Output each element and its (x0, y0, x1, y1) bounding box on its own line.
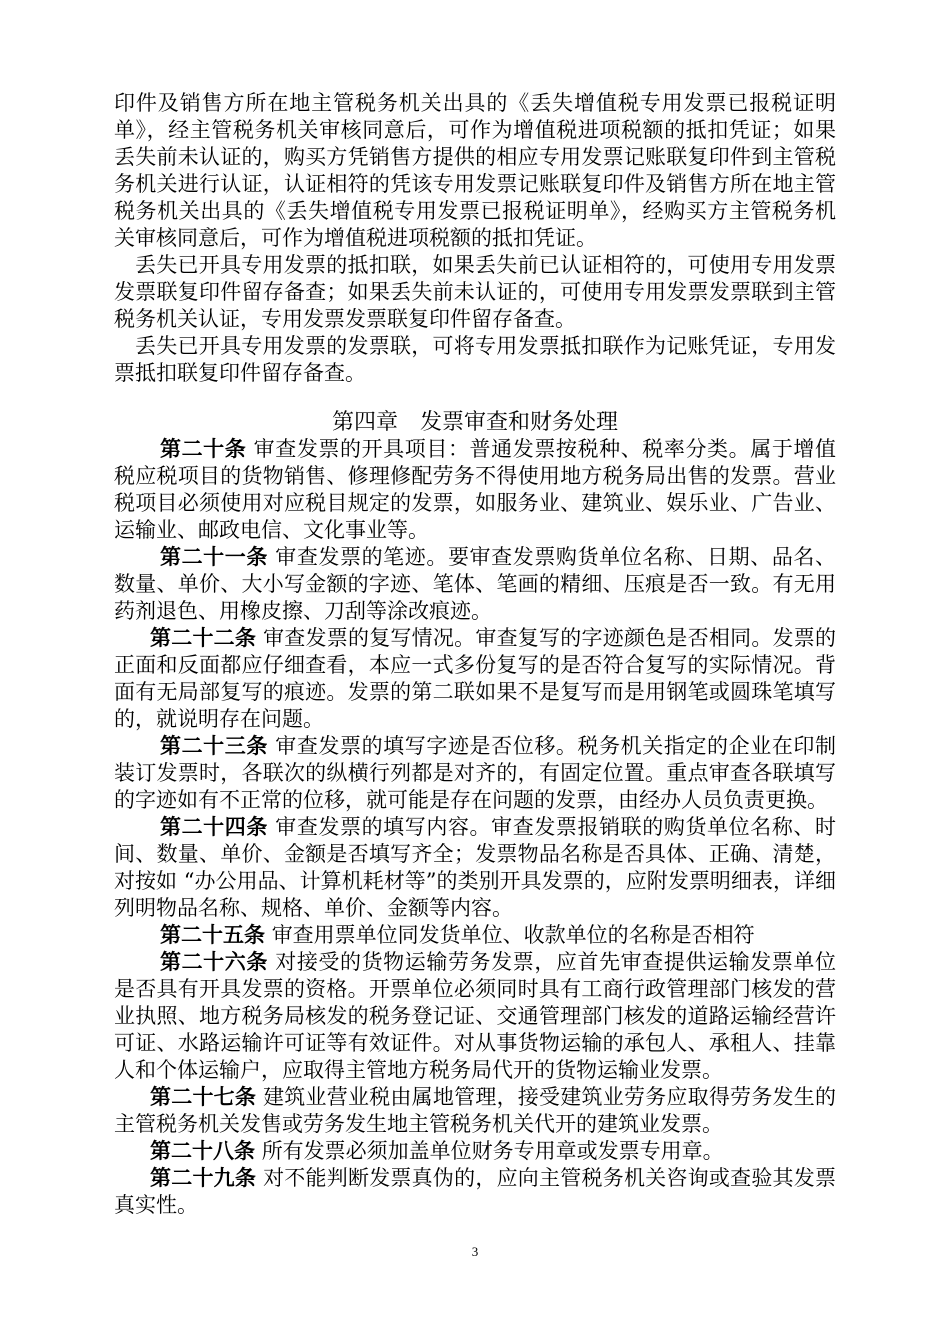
intro-paragraph-continuation: 印件及销售方所在地主管税务机关出具的《丢失增值税专用发票已报税证明单》，经主管税务机关审核同意后，可作为增值税进项税额的抵扣凭证；如果丢失前未认证的，购买方凭销售方提供的相应专用发票记账联复印件到主管税务机关进行认证，认证相符的凭该专用发票记账联复印件及销售方所在地主管税务机关出具的《丢失增值税专用发票已报税证明单》，经购买方主管税务机关审核同意后，可作为增值税进项税额的抵扣凭证。 (114, 91, 836, 250)
article-label: 第二十四条 (160, 815, 268, 839)
article-label: 第二十三条 (160, 734, 268, 758)
document-page (114, 90, 836, 1219)
article-text: 审查发票的填写内容。审查发票报销联的购货单位名称、时间、数量、单价、金额是否填写齐全；发票物品名称是否具体、正确、清楚，对按如 “办公用品、计算机耗材等”的类别开具发票的，应附发票明细表，详细列明物品名称、规格、单价、金额等内容。 (114, 815, 837, 920)
article-text: 建筑业营业税由属地管理，接受建筑业劳务应取得劳务发生的主管税务机关发售或劳务发生地主管税务机关代开的建筑业发票。 (114, 1085, 837, 1136)
article-20 (114, 436, 836, 544)
article-29 (114, 1165, 836, 1219)
intro-paragraph-invoice-copy: 丢失已开具专用发票的发票联，可将专用发票抵扣联作为记账凭证，专用发票抵扣联复印件留存备查。 (114, 334, 836, 385)
article-label: 第二十七条 (150, 1085, 257, 1109)
article-text: 对不能判断发票真伪的，应向主管税务机关咨询或查验其发票真实性。 (114, 1166, 837, 1217)
intro-paragraph-deduction-copy: 丢失已开具专用发票的抵扣联，如果丢失前已认证相符的，可使用专用发票发票联复印件留存备查；如果丢失前未认证的，可使用专用发票发票联到主管税务机关认证，专用发票发票联复印件留存备查。 (114, 253, 836, 331)
article-label: 第二十六条 (160, 950, 268, 974)
page-number: 3 (471, 1244, 479, 1259)
article-label: 第二十九条 (150, 1166, 257, 1190)
article-label: 第二十条 (160, 437, 247, 461)
article-label: 第二十八条 (150, 1139, 255, 1163)
article-26 (114, 949, 836, 1084)
article-text: 审查发票的开具项目：普通发票按税种、税率分类。属于增值税应税项目的货物销售、修理修配劳务不得使用地方税务局出售的发票。营业税项目必须使用对应税目规定的发票，如服务业、建筑业、娱乐业、广告业、运输业、邮政电信、文化事业等。 (114, 437, 837, 542)
article-label: 第二十二条 (150, 626, 257, 650)
article-label: 第二十一条 (160, 545, 268, 569)
article-25 (114, 922, 836, 949)
article-22 (114, 625, 836, 733)
article-text: 对接受的货物运输劳务发票，应首先审查提供运输发票单位是否具有开具发票的资格。开票单位必须同时具有工商行政管理部门核发的营业执照、地方税务局核发的税务登记证、交通管理部门核发的道路运输经营许可证、水路运输许可证等有效证件。对从事货物运输的承包人、承租人、挂靠人和个体运输户，应取得主管地方税务局代开的货物运输业发票。 (114, 950, 837, 1082)
article-text: 审查发票的笔迹。要审查发票购货单位名称、日期、品名、数量、单价、大小写金额的字迹、笔体、笔画的精细、压痕是否一致。有无用药剂退色、用橡皮擦、刀刮等涂改痕迹。 (114, 545, 837, 623)
article-text: 审查发票的填写字迹是否位移。税务机关指定的企业在印制装订发票时，各联次的纵横行列都是对齐的，有固定位置。重点审查各联填写的字迹如有不正常的位移，就可能是存在问题的发票，由经办人员负责更换。 (114, 734, 837, 812)
article-text: 审查发票的复写情况。审查复写的字迹颜色是否相同。发票的正面和反面都应仔细查看，本应一式多份复写的是否符合复写的实际情况。背面有无局部复写的痕迹。发票的第二联如果不是复写而是用钢笔或圆珠笔填写的，就说明存在问题。 (114, 626, 837, 731)
article-27 (114, 1084, 836, 1138)
article-text: 审查用票单位同发货单位、收款单位的名称是否相符 (271, 923, 755, 947)
article-label: 第二十五条 (160, 923, 265, 947)
article-23 (114, 733, 836, 814)
article-28 (114, 1138, 836, 1165)
article-text: 所有发票必须加盖单位财务专用章或发票专用章。 (261, 1139, 724, 1163)
article-21 (114, 544, 836, 625)
chapter-title: 第四章 发票审查和财务处理 (331, 410, 618, 435)
article-24 (114, 814, 836, 922)
